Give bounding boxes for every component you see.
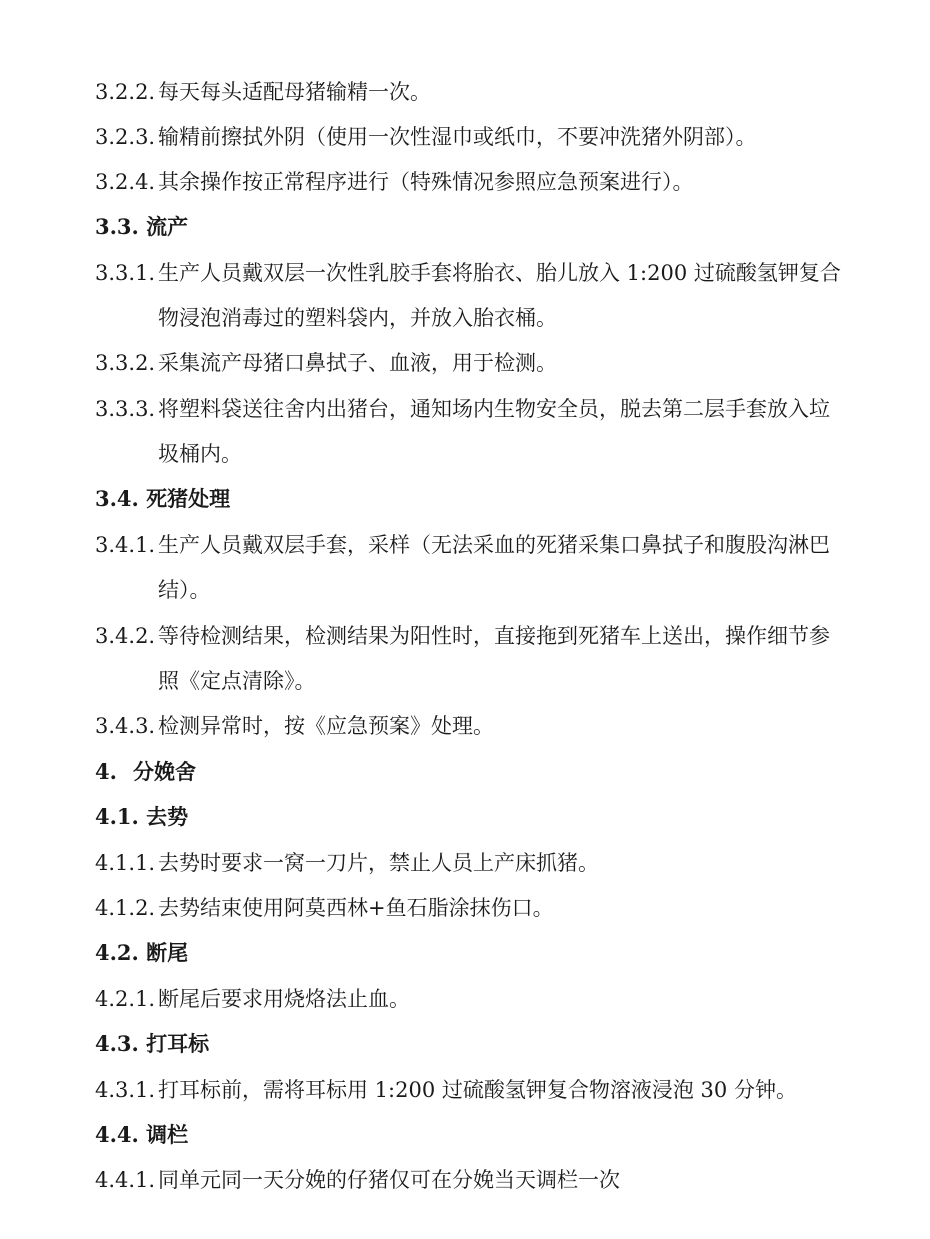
item-text: 同单元同一天分娩的仔猪仅可在分娩当天调栏一次 [158, 1168, 620, 1192]
item-text: 采集流产母猪口鼻拭子、血液，用于检测。 [158, 351, 557, 375]
item-number: 3.2.4. [95, 170, 156, 194]
item-number: 4.2.1. [95, 987, 156, 1011]
item-continuation: 物浸泡消毒过的塑料袋内，并放入胎衣桶。 [158, 306, 557, 330]
item-number: 3.4.2. [95, 624, 156, 648]
item-text: 去势结束使用阿莫西林+鱼石脂涂抹伤口。 [158, 896, 554, 920]
item-text: 将塑料袋送往舍内出猪台，通知场内生物安全员，脱去第二层手套放入垃 [158, 397, 830, 421]
section-heading: 4.3. 打耳标 [95, 1031, 210, 1056]
section-heading: 4.1. 去势 [95, 804, 189, 829]
item-number: 4.1.2. [95, 896, 156, 920]
section-heading: 4.2. 断尾 [95, 940, 189, 965]
item-number: 3.3.3. [95, 397, 156, 421]
item-text: 打耳标前，需将耳标用 1:200 过硫酸氢钾复合物溶液浸泡 30 分钟。 [158, 1078, 797, 1102]
item-text: 生产人员戴双层一次性乳胶手套将胎衣、胎儿放入 1:200 过硫酸氢钾复合 [158, 261, 841, 285]
item-number: 3.2.3. [95, 125, 156, 149]
item-text: 去势时要求一窝一刀片，禁止人员上产床抓猪。 [158, 851, 599, 875]
section-heading: 4.4. 调栏 [95, 1122, 189, 1147]
item-number: 3.4.1. [95, 533, 156, 557]
item-text: 生产人员戴双层手套，采样（无法采血的死猪采集口鼻拭子和腹股沟淋巴 [158, 533, 830, 557]
item-text: 等待检测结果，检测结果为阳性时，直接拖到死猪车上送出，操作细节参 [158, 624, 830, 648]
chapter-title: 分娩舍 [133, 759, 196, 784]
item-number: 3.2.2. [95, 80, 156, 104]
chapter-number: 4. [95, 759, 117, 784]
item-text: 检测异常时，按《应急预案》处理。 [158, 714, 494, 738]
item-continuation: 照《定点清除》。 [158, 669, 316, 693]
item-number: 4.1.1. [95, 851, 156, 875]
item-text: 每天每头适配母猪输精一次。 [158, 80, 431, 104]
section-heading: 3.4. 死猪处理 [95, 486, 231, 511]
item-number: 3.3.1. [95, 261, 156, 285]
item-continuation: 圾桶内。 [158, 442, 242, 466]
item-number: 3.3.2. [95, 351, 156, 375]
item-text: 输精前擦拭外阴（使用一次性湿巾或纸巾，不要冲洗猪外阴部）。 [158, 125, 757, 149]
item-number: 4.3.1. [95, 1078, 156, 1102]
item-text: 断尾后要求用烧烙法止血。 [158, 987, 410, 1011]
item-text: 其余操作按正常程序进行（特殊情况参照应急预案进行）。 [158, 170, 694, 194]
section-heading: 3.3. 流产 [95, 214, 189, 239]
item-continuation: 结）。 [158, 578, 211, 602]
item-number: 4.4.1. [95, 1168, 156, 1192]
item-number: 3.4.3. [95, 714, 156, 738]
